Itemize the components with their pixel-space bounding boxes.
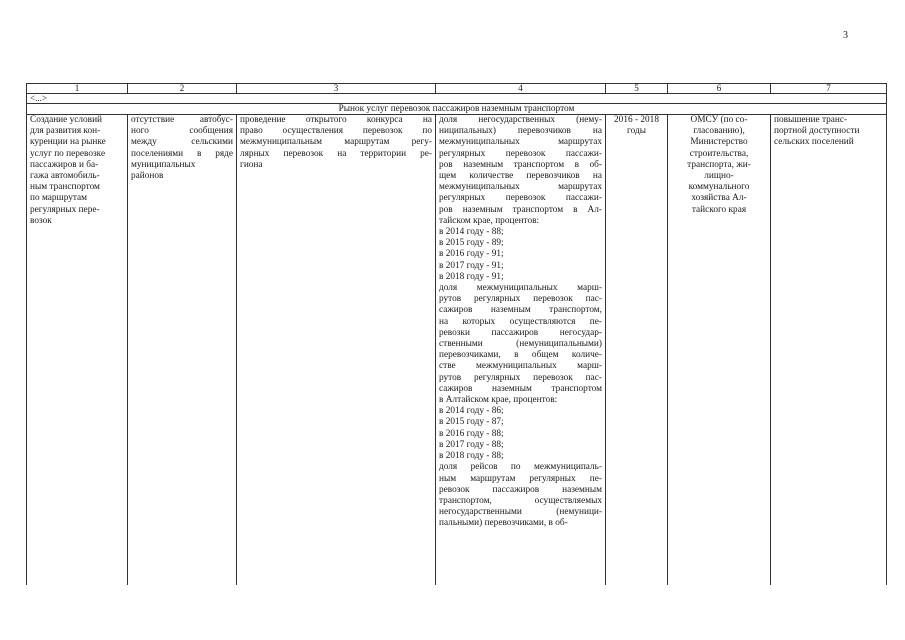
cell-line: строительства, [689, 148, 749, 159]
cell-line: доля межмуниципальных марш- [439, 283, 602, 294]
cell-line: рутов регулярных перевозок пас- [439, 294, 602, 305]
column-number: 3 [237, 84, 436, 94]
cell-line: 2016 - 2018 [614, 115, 659, 125]
cell-line: регулярных перевозок пассажи- [439, 193, 602, 204]
cell-line: рутов регулярных перевозок пас- [439, 372, 602, 383]
cell-line: сажиров наземным транспортом [439, 383, 602, 394]
cell-line: возок [30, 215, 52, 226]
cell-line: между сельскими [131, 137, 233, 148]
cell-line: пассажиров и ба- [30, 159, 99, 170]
cell-line: доля негосударственных (нему- [439, 115, 602, 125]
event-cell [237, 115, 436, 586]
term-cell [606, 115, 668, 586]
problem-cell [128, 115, 237, 586]
cell-line: в Алтайском крае, процентов: [439, 395, 558, 406]
cell-line: перевозчиками, в общем количе- [439, 350, 602, 361]
cell-line: поселениями в ряде [131, 148, 233, 159]
column-number: 6 [668, 84, 771, 94]
cell-line: регулярных пере- [30, 204, 100, 215]
cell-line: сажиров наземным транспортом, [439, 305, 602, 316]
responsible-cell [668, 115, 771, 586]
cell-line: гласованию), [693, 126, 745, 137]
cell-line: ным маршрутам регулярных пе- [439, 473, 602, 484]
page-number: 3 [843, 30, 848, 41]
column-number: 5 [606, 84, 668, 94]
cell-line: муниципальных [131, 159, 196, 170]
cell-line: негосударственными (немуници- [439, 507, 602, 518]
cell-line: ственными (немуниципальными) [439, 339, 602, 350]
cell-line: отсутствие автобус- [131, 115, 233, 125]
cell-line: Министерство [690, 137, 748, 148]
cell-line: тайского края [691, 204, 747, 215]
cell-line: ным транспортом [30, 182, 100, 193]
result-cell [771, 115, 887, 586]
cell-line: ров наземным транспортом в об- [439, 159, 602, 170]
cell-line: для развития кон- [30, 126, 101, 137]
cell-line: куренции на рынке [30, 137, 106, 148]
cell-line: услуг по перевозке [30, 148, 106, 159]
cell-line: тайском крае, процентов: [439, 215, 540, 226]
column-number: 2 [128, 84, 237, 94]
cell-line: на которых осуществляются пе- [439, 316, 602, 327]
column-number: 7 [771, 84, 887, 94]
cell-line: в 2017 году - 91; [439, 260, 504, 271]
measure-cell [27, 115, 128, 586]
measures-table [26, 83, 887, 585]
cell-line: районов [131, 171, 164, 182]
cell-line: коммунального [688, 182, 750, 193]
cell-line: ниципальных) перевозчиков на [439, 126, 602, 137]
column-number-row [27, 84, 887, 94]
cell-line: в 2016 году - 88; [439, 428, 504, 439]
cell-line: гиона [240, 159, 263, 170]
cell-line: межмуниципальных маршрутах [439, 137, 602, 148]
cell-line: в 2014 году - 88; [439, 227, 504, 238]
cell-line: по маршрутам [30, 193, 88, 204]
cell-line: ров наземным транспортом в Ал- [439, 204, 602, 215]
column-number: 4 [436, 84, 606, 94]
cell-line: в 2017 году - 88; [439, 439, 504, 450]
cell-line: ревозок пассажиров наземным [439, 484, 602, 495]
cell-line: в 2014 году - 86; [439, 406, 504, 417]
cell-line: лярных перевозок на территории ре- [240, 148, 432, 159]
cell-line: Создание условий [30, 115, 103, 125]
cell-line: ного сообщения [131, 126, 233, 137]
cell-line: лищно- [704, 171, 734, 182]
cell-line: щем количестве перевозчиков на [439, 171, 602, 182]
cell-line: транспорта, жи- [687, 159, 751, 170]
cell-line: право осуществления перевозок по [240, 126, 432, 137]
cell-line: в 2018 году - 91; [439, 271, 504, 282]
cell-line: ревозки пассажиров негосудар- [439, 327, 602, 338]
cell-line: регулярных перевозок пассажи- [439, 148, 602, 159]
cell-line: доля рейсов по межмуниципаль- [439, 462, 602, 473]
cell-line: в 2015 году - 89; [439, 238, 504, 249]
cell-line: повышение транс- [774, 115, 848, 125]
cell-line: межмуниципальных маршрутах [439, 182, 602, 193]
section-title: Рынок услуг перевозок пассажиров наземным транспортом [27, 104, 887, 115]
cell-line: гажа автомобиль- [30, 171, 100, 182]
cell-line: стве межмуниципальных марш- [439, 361, 602, 372]
cell-line: проведение открытого конкурса на [240, 115, 432, 125]
cell-line: сельских поселений [774, 137, 854, 148]
section-row [27, 104, 887, 115]
cell-line: в 2018 году - 88; [439, 451, 504, 462]
cell-line: ОМСУ (по со- [690, 115, 748, 125]
continuation-row [27, 94, 887, 104]
cell-line: хозяйства Ал- [691, 193, 747, 204]
table-row [27, 115, 887, 586]
cell-line: пальными) перевозчиками, в об- [439, 518, 568, 529]
continuation-marker: <...> [27, 94, 887, 104]
cell-line: в 2015 году - 87; [439, 417, 504, 428]
cell-line: межмуниципальным маршрутам регу- [240, 137, 432, 148]
indicator-cell [436, 115, 606, 586]
cell-line: в 2016 году - 91; [439, 249, 504, 260]
column-number: 1 [27, 84, 128, 94]
cell-line: портной доступности [774, 126, 860, 137]
cell-line: транспортом, осуществляемых [439, 495, 602, 506]
cell-line: годы [627, 126, 646, 137]
